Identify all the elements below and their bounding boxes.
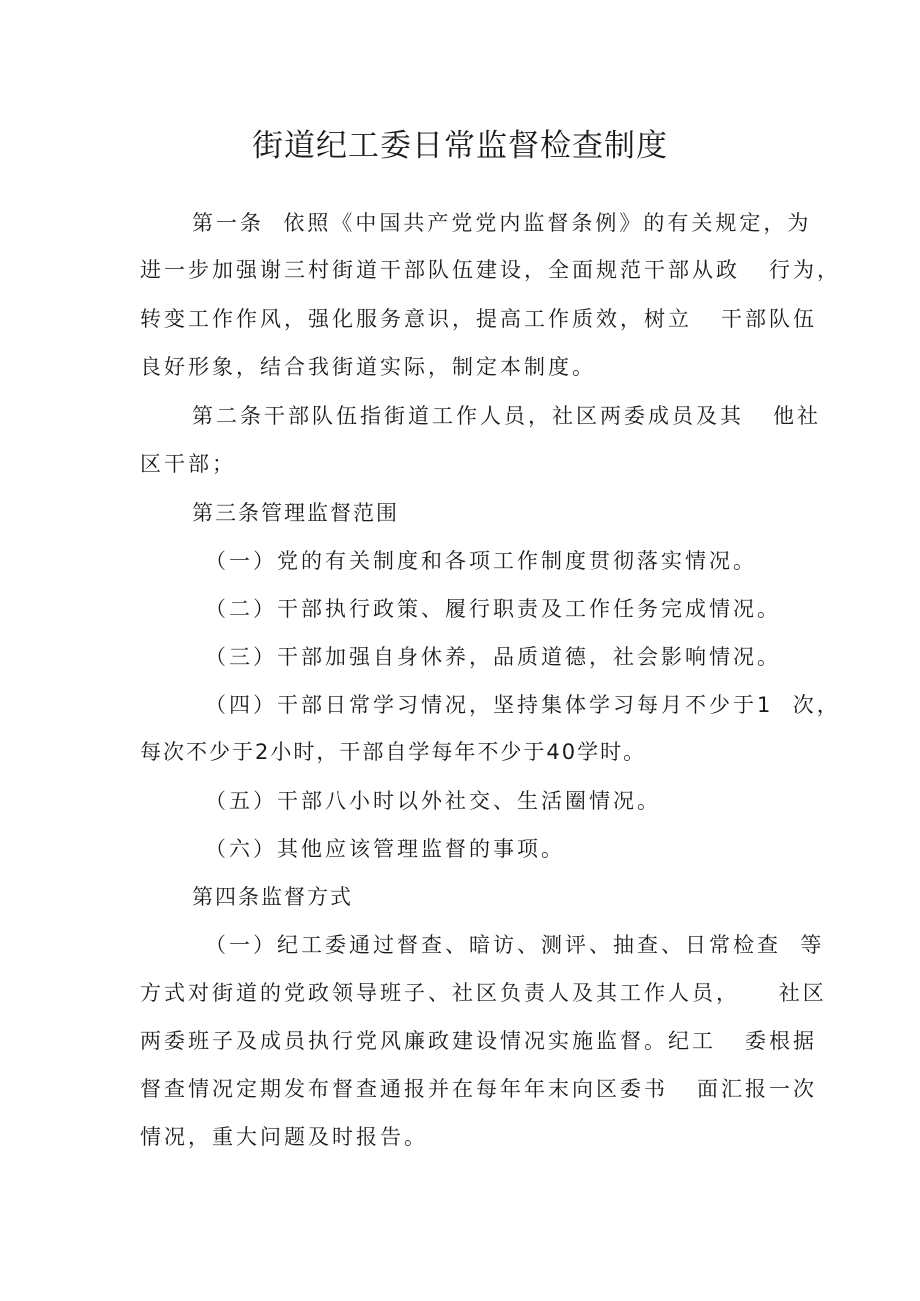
- list-item-3-3: （三）干部加强自身休养，品质道德，社会影响情况。: [205, 645, 781, 669]
- section-heading-4: 第四条监督方式: [192, 885, 353, 909]
- list-item-3-1: （一）党的有关制度和各项工作制度贯彻落实情况。: [205, 549, 757, 573]
- list-item-3-5: （五）干部八小时以外社交、生活圈情况。: [205, 789, 661, 813]
- list-item-3-6: （六）其他应该管理监督的事项。: [205, 837, 565, 861]
- list-item-3-4-cont: 每次不少于2小时，干部自学每年不少于40学时。: [140, 740, 647, 764]
- body-line-4: 良好形象，结合我街道实际，制定本制度。: [140, 355, 596, 379]
- list-item-4-1-cont-3: 督查情况定期发布督查通报并在每年年末向区委书 面汇报一次: [140, 1077, 818, 1101]
- list-item-4-1-cont-1: 方式对街道的党政领导班子、社区负责人及其工作人员， 社区: [140, 981, 827, 1005]
- body-line-1: 第一条 依照《中国共产党党内监督条例》的有关规定，为: [192, 211, 812, 235]
- body-line-3: 转变工作作风，强化服务意识，提高工作质效，树立 干部队伍: [140, 307, 818, 331]
- body-line-5: 第二条干部队伍指街道工作人员，社区两委成员及其 他社: [192, 404, 822, 428]
- list-item-4-1-cont-4: 情况，重大问题及时报告。: [140, 1125, 428, 1149]
- body-line-6: 区干部；: [140, 452, 236, 476]
- list-item-3-4: （四）干部日常学习情况，坚持集体学习每月不少于1 次，: [205, 693, 841, 717]
- body-line-2: 进一步加强谢三村街道干部队伍建设，全面规范干部从政 行为，: [140, 258, 842, 282]
- list-item-4-1: （一）纪工委通过督查、暗访、测评、抽查、日常检查 等: [205, 933, 825, 957]
- list-item-4-1-cont-2: 两委班子及成员执行党风廉政建设情况实施监督。纪工 委根据: [140, 1029, 818, 1053]
- section-heading-3: 第三条管理监督范围: [192, 501, 399, 525]
- list-item-3-2: （二）干部执行政策、履行职责及工作任务完成情况。: [205, 597, 781, 621]
- document-title: 街道纪工委日常监督检查制度: [252, 128, 668, 164]
